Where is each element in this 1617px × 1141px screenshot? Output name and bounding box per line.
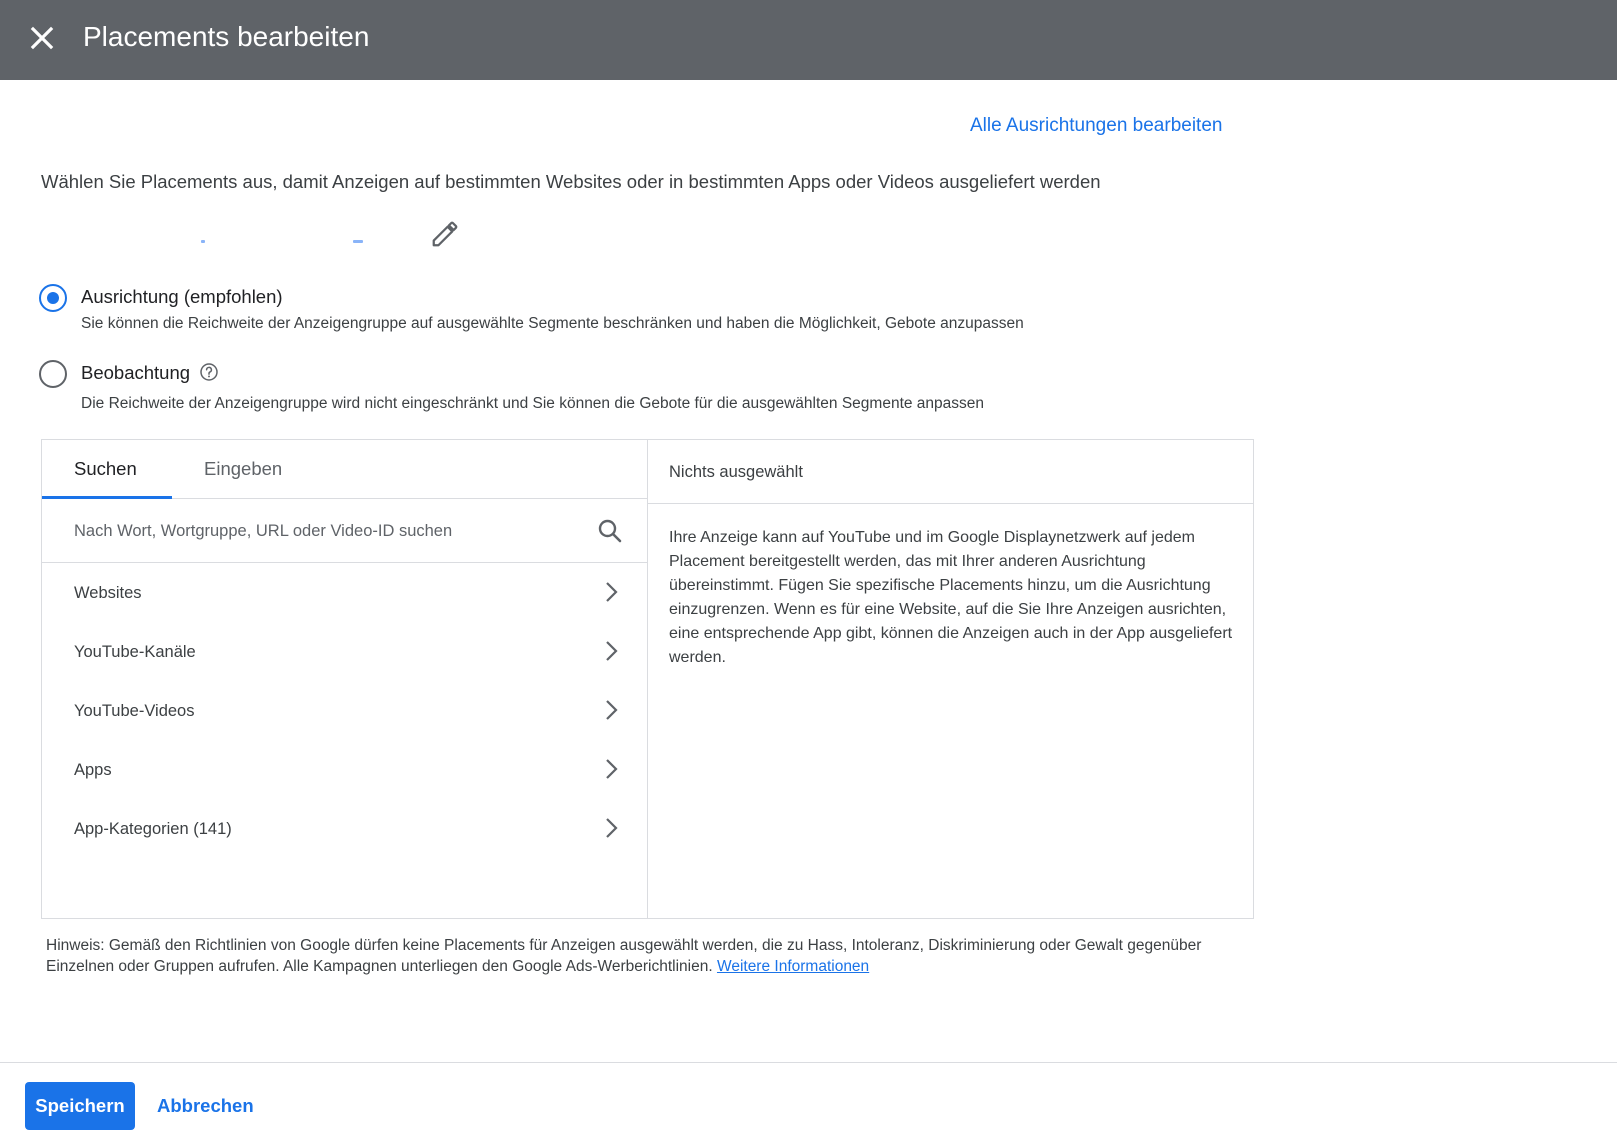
category-app-categories[interactable]	[42, 800, 647, 859]
policy-notice-text: Hinweis: Gemäß den Richtlinien von Google dürfen keine Placements für Anzeigen ausgewählt werden, die zu Hass, Intoleranz, Diskriminierung oder Gewalt gegenüber Einzelnen oder Gruppen aufrufen. Alle Kampagnen unterliegen den Google Ads-Werberichtlinien.	[46, 937, 1202, 975]
placement-picker	[41, 439, 1254, 919]
dialog-title: Placements bearbeiten	[83, 21, 370, 52]
category-apps[interactable]	[42, 741, 647, 800]
chevron-right-icon	[598, 579, 624, 605]
edit-adgroup-button[interactable]	[430, 219, 460, 249]
selected-pane	[648, 440, 1253, 918]
dialog-header	[0, 0, 1617, 80]
observation-description: Die Reichweite der Anzeigengruppe wird nicht eingeschränkt und Sie können die Gebote für die ausgewählten Segmente anpassen	[81, 395, 985, 412]
adgroup-name[interactable]	[41, 226, 421, 244]
targeting-label[interactable]: Ausrichtung (empfohlen)	[81, 286, 283, 307]
picker-tabs	[42, 440, 647, 499]
targeting-description: Sie können die Reichweite der Anzeigengruppe auf ausgewählte Segmente beschränken und haben die Möglichkeit, Gebote anzupassen	[81, 315, 1024, 332]
chevron-right-icon	[598, 638, 624, 664]
targeting-radio[interactable]	[39, 284, 67, 312]
selected-info-text: Ihre Anzeige kann auf YouTube und im Google Displaynetzwerk auf jedem Placement bereitgestellt werden, das mit Ihrer anderen Ausrichtung übereinstimmt. Fügen Sie spezifische Placements hinzu, um die Ausrichtung einzugrenzen. Wenn es für eine Website, auf die Sie Ihre Anzeigen ausrichten, eine entsprechende App gibt, können die Anzeigen auch in der App ausgeliefert werden.	[669, 529, 1233, 666]
chevron-right-icon	[598, 697, 624, 723]
footer-divider	[0, 1062, 1617, 1063]
help-circle-icon[interactable]	[199, 362, 219, 382]
category-label: Apps	[74, 761, 112, 779]
browse-pane	[42, 440, 648, 918]
tab-search[interactable]: Suchen	[74, 458, 137, 479]
adgroup-row	[41, 218, 481, 252]
close-button[interactable]	[22, 18, 62, 58]
search-row	[42, 499, 647, 563]
category-label: Websites	[74, 584, 142, 602]
tab-enter[interactable]: Eingeben	[204, 458, 283, 479]
observation-label[interactable]: Beobachtung	[81, 362, 191, 383]
category-websites[interactable]	[42, 564, 647, 623]
save-button[interactable]: Speichern	[25, 1082, 135, 1130]
category-label: YouTube-Videos	[74, 702, 195, 720]
pencil-icon	[430, 219, 460, 249]
selected-status: Nichts ausgewählt	[669, 463, 803, 481]
cancel-button[interactable]: Abbrechen	[147, 1082, 264, 1130]
category-label: YouTube-Kanäle	[74, 643, 196, 661]
search-input[interactable]	[74, 519, 574, 543]
category-youtube-channels[interactable]	[42, 623, 647, 682]
intro-text: Wählen Sie Placements aus, damit Anzeigen auf bestimmten Websites oder in bestimmten Apps oder Videos ausgeliefert werden	[41, 171, 1101, 192]
observation-radio[interactable]	[39, 360, 67, 388]
close-icon	[22, 18, 62, 58]
learn-more-link[interactable]: Weitere Informationen	[716, 958, 870, 975]
category-list	[42, 564, 647, 859]
chevron-right-icon	[598, 815, 624, 841]
edit-all-targeting-link[interactable]: Alle Ausrichtungen bearbeiten	[970, 115, 1223, 136]
policy-notice	[46, 935, 1246, 977]
chevron-right-icon	[598, 756, 624, 782]
category-youtube-videos[interactable]	[42, 682, 647, 741]
search-icon[interactable]	[595, 516, 625, 546]
selected-header	[648, 440, 1253, 504]
category-label: App-Kategorien (141)	[74, 820, 232, 838]
